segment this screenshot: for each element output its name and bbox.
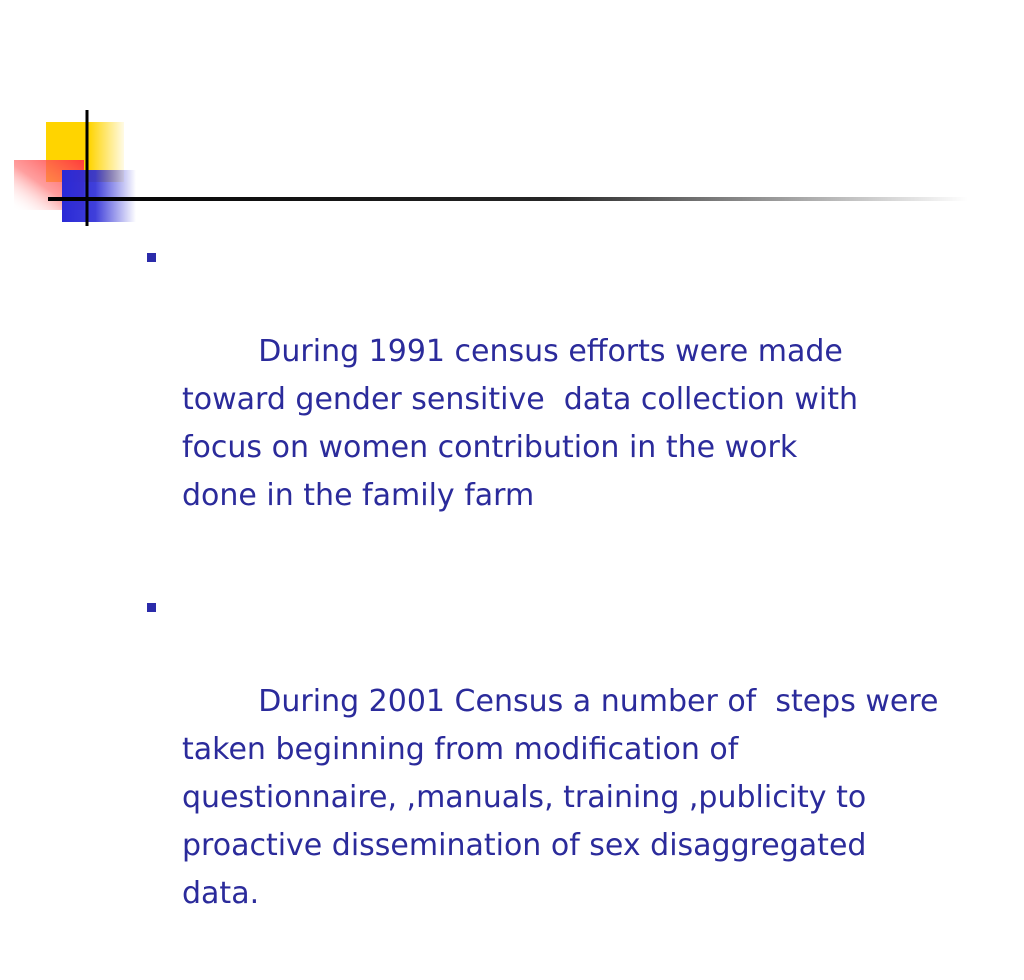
title-decoration [0,0,1024,240]
bullet-text: During 2001 Census a number of steps were taken beginning from modification of questionnaire, ,manuals, training ,publicity to proactive dissemination of sex disaggregated data. [182,684,939,911]
horizontal-rule [48,197,968,201]
square-bullet-icon [147,253,156,262]
bullet-text: During 1991 census efforts were made toward gender sensitive data collection with focus on women contribution in the work done in the family farm [182,334,858,513]
bullet-item [140,232,1000,568]
blue-square [62,170,136,222]
bullet-list [140,232,1000,966]
square-bullet-icon [147,603,156,612]
bullet-item [140,582,1000,966]
slide-content [140,232,1000,980]
